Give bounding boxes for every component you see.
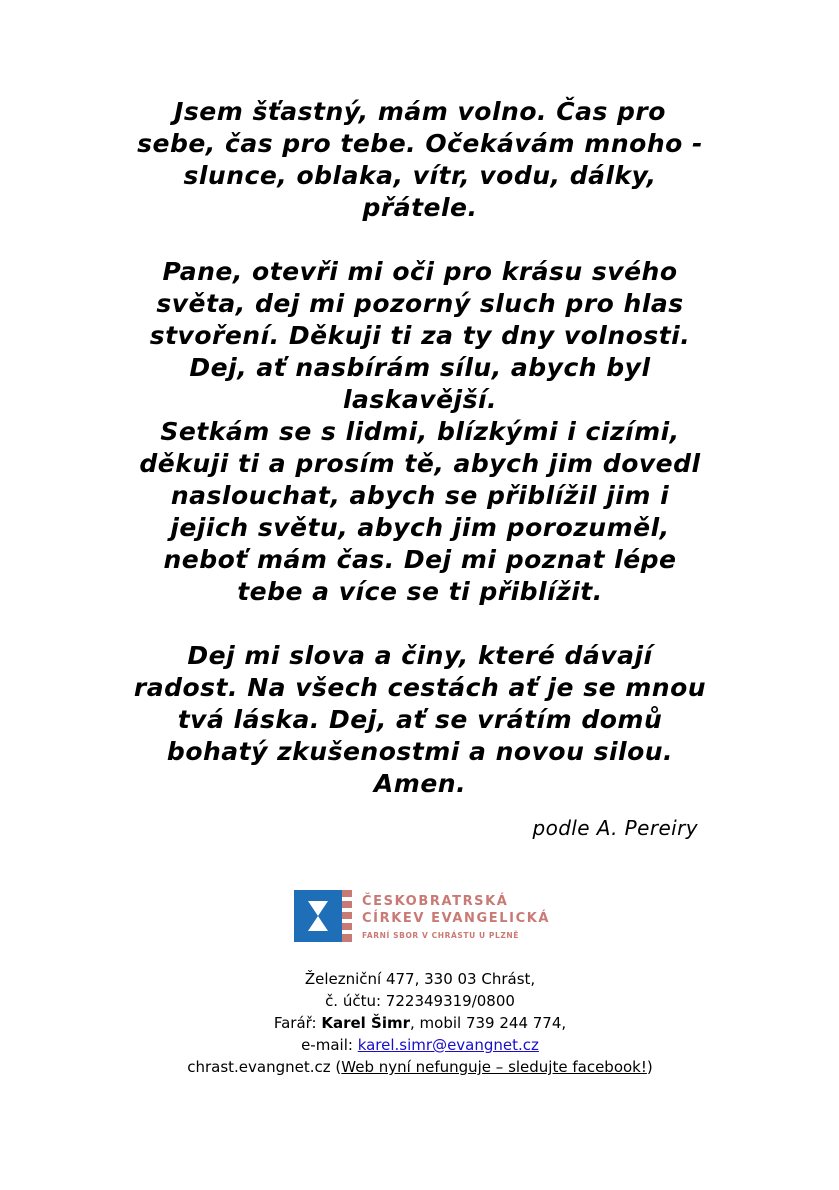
poem-line: laskavější.: [342, 385, 498, 414]
email-line: [120, 1034, 720, 1056]
prayer-text: [120, 96, 720, 800]
poem-line: jejich světu, abych jim porozuměl,: [170, 513, 670, 542]
poem-line: přátele.: [362, 193, 478, 222]
stanza-3: [120, 416, 720, 608]
pastor-label: Farář:: [273, 1014, 322, 1032]
email-link[interactable]: karel.simr@evangnet.cz: [357, 1036, 539, 1054]
poem-line: slunce, oblaka, vítr, vodu, dálky,: [183, 161, 657, 190]
poem-line: Amen.: [373, 769, 467, 798]
logo-church-name-1: ČESKOBRATRSKÁ: [362, 894, 509, 909]
pastor-line: [120, 1012, 720, 1034]
stanza-2: [120, 256, 720, 416]
stanza-1: [120, 96, 720, 224]
church-logo: [294, 890, 554, 942]
logo-stripe-5: [342, 934, 352, 942]
poem-line: radost. Na všech cestách ať je se mnou: [133, 673, 707, 702]
web-address: chrast.evangnet.cz: [187, 1058, 331, 1076]
logo-stripe-2: [342, 901, 352, 908]
web-open-paren: (: [330, 1058, 342, 1076]
poem-line: děkuji ti a prosím tě, abych jim dovedl: [139, 449, 701, 478]
email-label: e-mail:: [301, 1036, 358, 1054]
logo-text: [362, 893, 550, 940]
logo-stripe-3: [342, 912, 352, 919]
logo-blue-square: [294, 890, 342, 942]
contact-block: [120, 968, 720, 1078]
poem-line: Jsem šťastný, mám volno. Čas pro: [174, 97, 666, 126]
web-line: [120, 1056, 720, 1078]
attribution: podle A. Pereiry: [532, 816, 698, 840]
poem-line: neboť mám čas. Dej mi poznat lépe: [163, 545, 677, 574]
poem-line: Dej mi slova a činy, které dávají: [187, 641, 653, 670]
poem-line: Pane, otevři mi oči pro krásu svého: [162, 257, 678, 286]
poem-line: naslouchat, abych se přiblížil jim i: [170, 481, 670, 510]
chalice-logo-icon: [294, 890, 352, 942]
address: Železniční 477, 330 03 Chrást,: [304, 970, 536, 988]
poem-line: sebe, čas pro tebe. Očekávám mnoho -: [137, 129, 703, 158]
poem-line: tebe a více se ti přiblížit.: [237, 577, 603, 606]
pastor-phone: , mobil 739 244 774,: [410, 1014, 567, 1032]
logo-parish-name: FARNÍ SBOR V CHRÁSTU U PLZNĚ: [362, 931, 520, 940]
poem-line: světa, dej mi pozorný sluch pro hlas: [156, 289, 684, 318]
web-close-paren: ): [646, 1058, 653, 1076]
logo-stripe-1: [342, 890, 352, 897]
poem-line: bohatý zkušenostmi a novou silou.: [166, 737, 674, 766]
poem-line: stvoření. Děkuji ti za ty dny volnosti.: [149, 321, 691, 350]
bank-account: č. účtu: 722349319/0800: [325, 992, 515, 1010]
stanza-4: [120, 640, 720, 800]
logo-stripe-4: [342, 923, 352, 930]
poem-line: Setkám se s lidmi, blízkými i cizími,: [160, 417, 680, 446]
pastor-name: Karel Šimr: [321, 1014, 411, 1032]
poem-line: Dej, ať nasbírám sílu, abych byl: [189, 353, 651, 382]
web-note-link[interactable]: Web nyní nefunguje – sledujte facebook!: [341, 1058, 647, 1076]
poem-line: tvá láska. Dej, ať se vrátím domů: [177, 705, 663, 734]
logo-church-name-2: CÍRKEV EVANGELICKÁ: [362, 911, 551, 926]
